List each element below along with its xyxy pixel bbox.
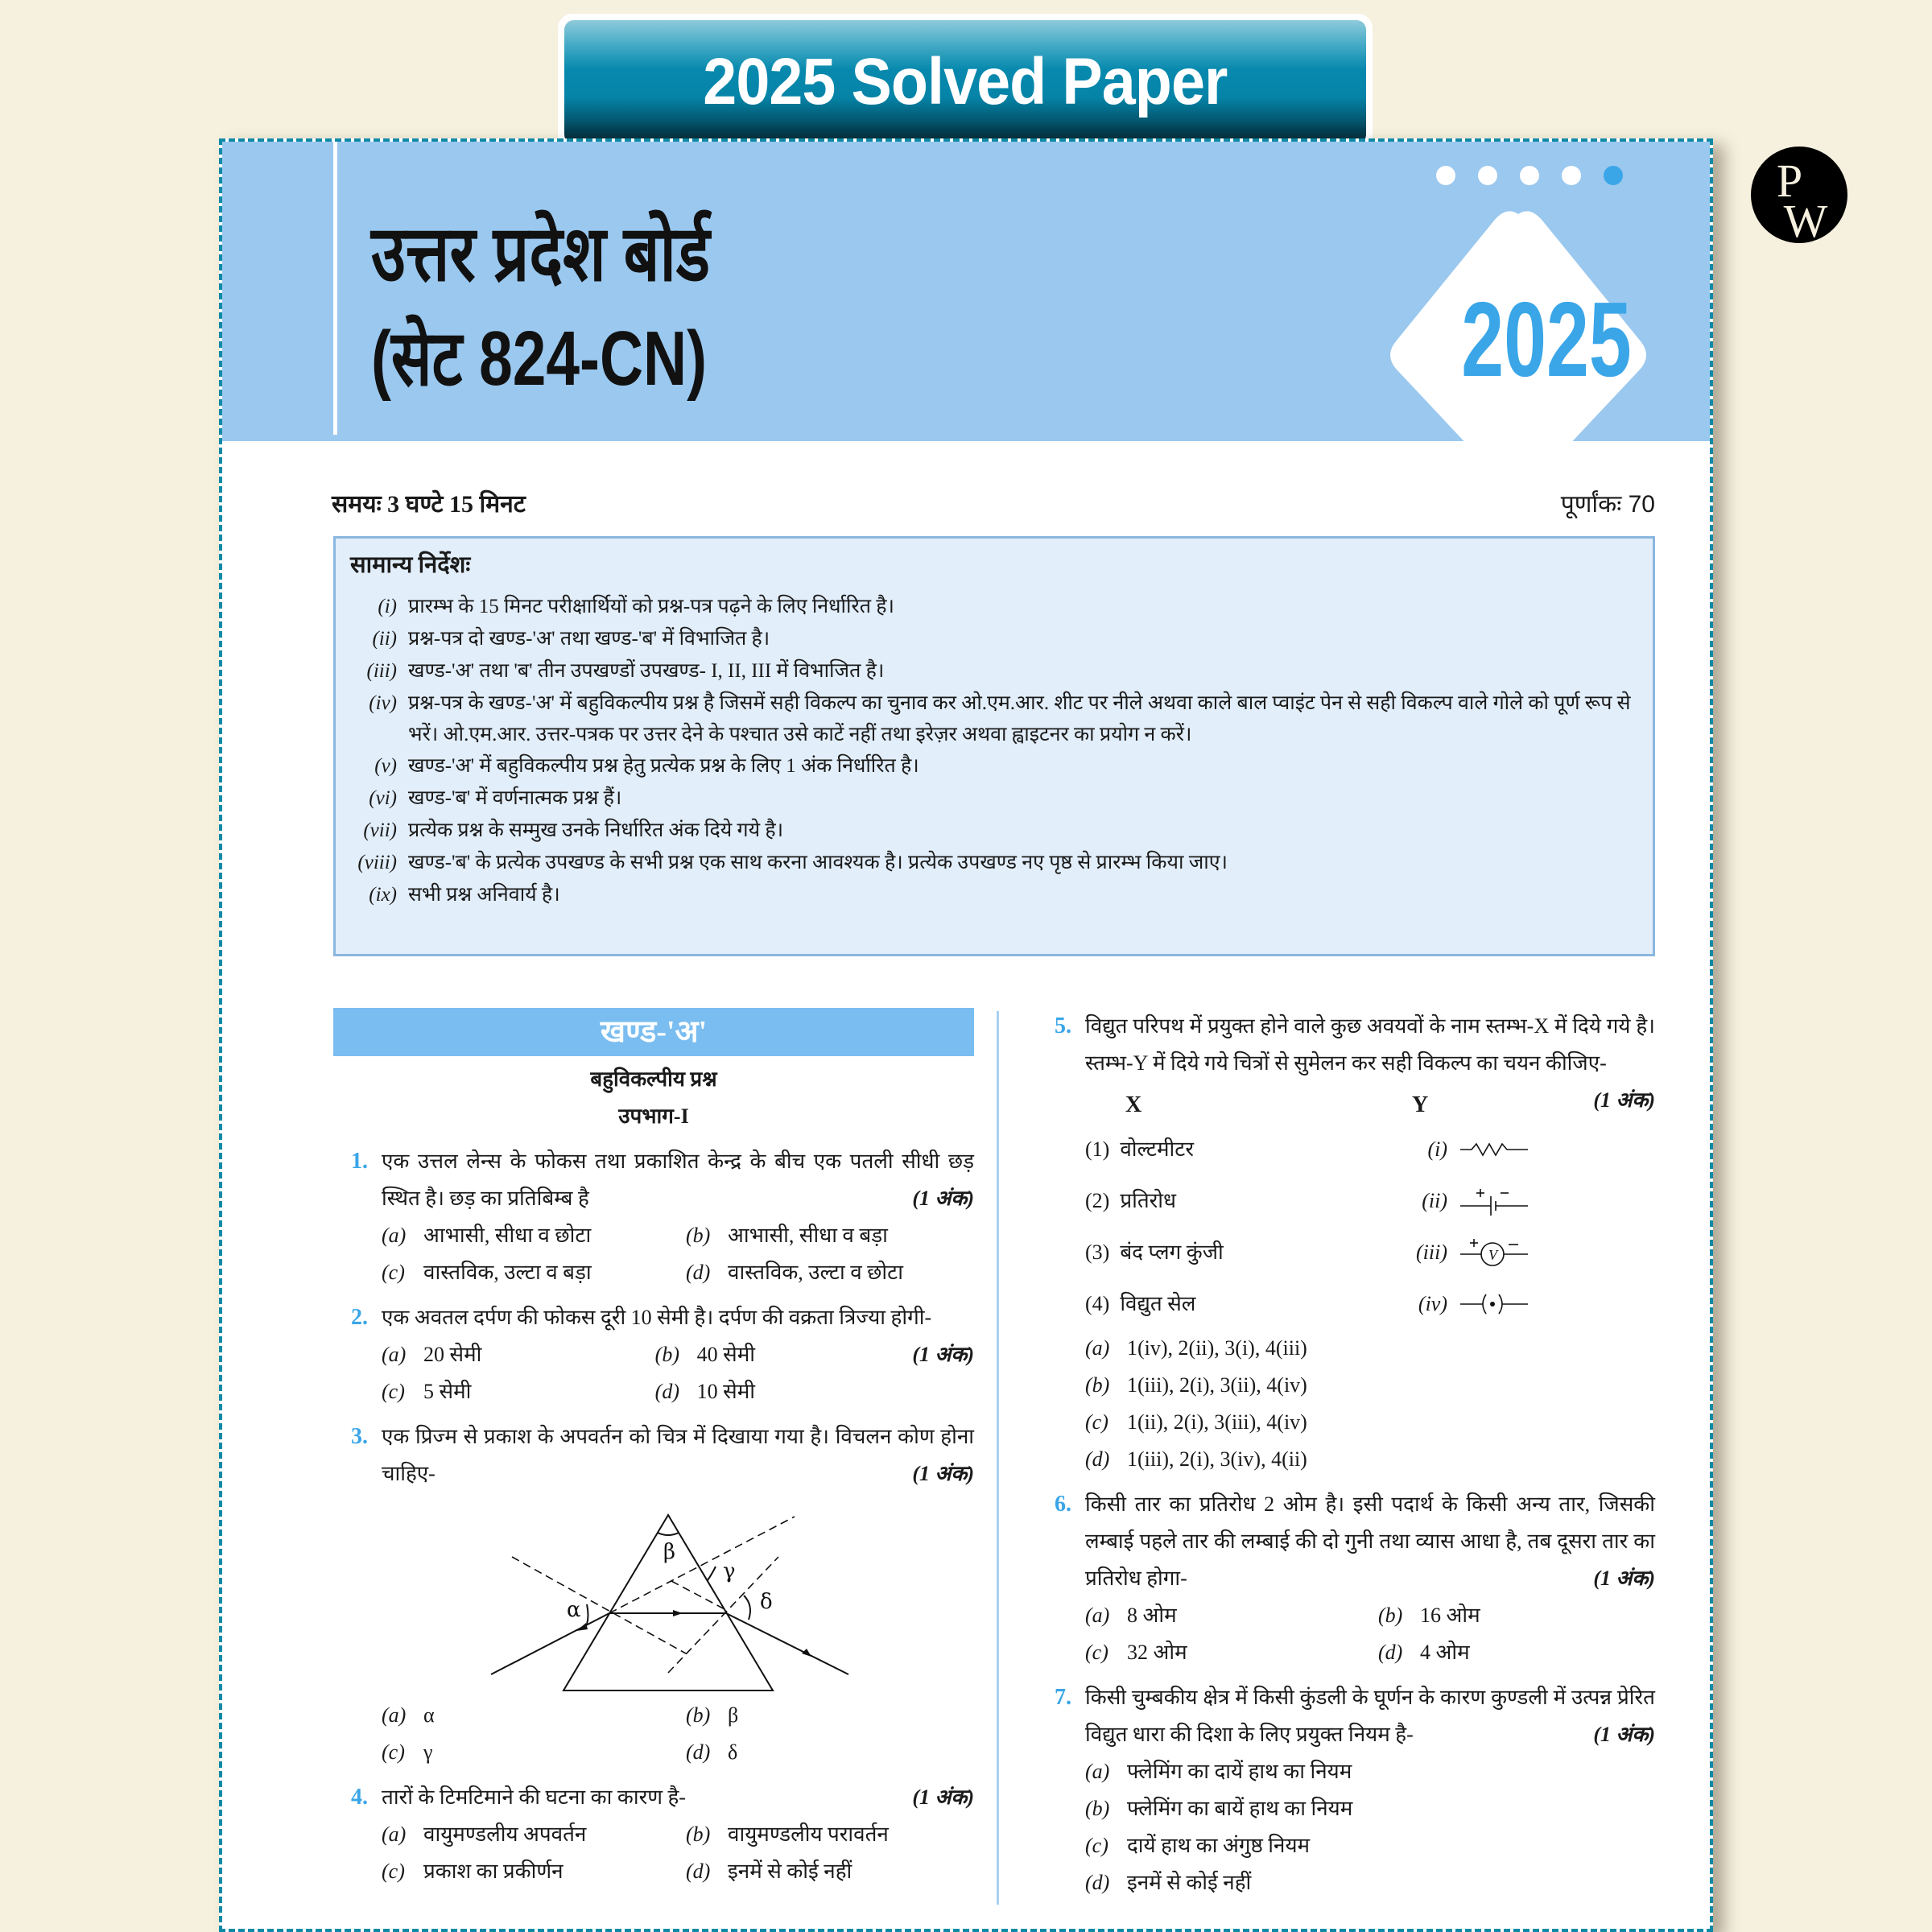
option-label: (b) <box>1085 1373 1110 1397</box>
option-label: (a) <box>382 1343 407 1366</box>
option-d[interactable] <box>1085 1864 1655 1901</box>
question-text: किसी तार का प्रतिरोध 2 ओम है। इसी पदार्थ के किसी अन्य तार, जिसकी लम्बाई पहले तार की लम्बाई की दो गुनी तथा व्यास आधा है, तब दूसरा तार का प्रतिरोध होगा- <box>1085 1492 1655 1590</box>
option-a[interactable] <box>382 1336 639 1373</box>
prism-refraction-diagram <box>470 1501 873 1694</box>
svg-text:γ: γ <box>723 1559 736 1583</box>
question-text: विद्युत परिपथ में प्रयुक्त होने वाले कुछ अवयवों के नाम स्तम्भ-X में दिये गये है। स्तम्भ-Y में दिये गये चित्रों से सुमेलन कर सही विकल्प का चयन कीजिए- <box>1085 1014 1655 1075</box>
question-number: 3. <box>351 1424 368 1449</box>
section-a-bar: खण्ड-'अ' <box>333 1008 974 1056</box>
options <box>382 1816 974 1890</box>
option-d[interactable] <box>686 1254 974 1291</box>
pager-dot <box>1436 166 1455 185</box>
instruction-num: (ii) <box>372 628 397 650</box>
option-a[interactable] <box>1085 1597 1362 1634</box>
instruction-num: (i) <box>378 596 397 617</box>
pw-logo-icon <box>1743 138 1856 251</box>
match-y-label: (iv) <box>1418 1292 1447 1315</box>
question-3 <box>333 1418 974 1771</box>
instruction-text: खण्ड-'अ' में बहुविकल्पीय प्रश्न हेतु प्रत्येक प्रश्न के लिए 1 अंक निर्धारित है। <box>408 755 919 777</box>
option-text: 1(iii), 2(i), 3(iv), 4(ii) <box>1127 1447 1307 1471</box>
instruction-num: (ix) <box>369 884 397 906</box>
option-label: (d) <box>686 1740 711 1764</box>
question-marks: (1 अंक) <box>912 1343 974 1366</box>
instruction-item <box>350 591 1638 623</box>
question-marks: (1 अंक) <box>912 1462 974 1485</box>
match-row <box>1085 1278 1655 1330</box>
option-label: (a) <box>1085 1604 1110 1627</box>
option-text: फ्लेमिंग का बायें हाथ का नियम <box>1127 1797 1353 1820</box>
question-number: 4. <box>351 1785 368 1810</box>
banner-title: 2025 Solved Paper <box>703 45 1228 118</box>
match-x-text: विद्युत सेल <box>1120 1292 1196 1315</box>
question-1 <box>333 1143 974 1291</box>
option-text: δ <box>728 1740 738 1764</box>
option-label: (a) <box>1085 1760 1110 1783</box>
option-c[interactable] <box>1085 1404 1655 1441</box>
option-c[interactable] <box>1085 1634 1362 1671</box>
option-text: 5 सेमी <box>423 1380 472 1403</box>
option-d[interactable] <box>686 1853 974 1890</box>
pager-dot <box>1478 166 1497 185</box>
pager-dot <box>1520 166 1539 185</box>
left-column <box>333 1008 974 1890</box>
svg-text:V: V <box>1488 1247 1497 1263</box>
match-x-label: (4) <box>1085 1292 1110 1315</box>
column-x-header: X <box>1125 1092 1142 1117</box>
match-y-label: (i) <box>1427 1137 1447 1161</box>
right-column <box>1037 1008 1655 1901</box>
option-text: आभासी, सीधा व बड़ा <box>728 1224 888 1247</box>
option-label: (a) <box>382 1823 407 1846</box>
instruction-num: (viii) <box>357 852 397 873</box>
instruction-text: खण्ड-'अ' तथा 'ब' तीन उपखण्डों उपखण्ड- I, II, III में विभाजित है। <box>408 660 885 682</box>
option-label: (b) <box>686 1823 711 1846</box>
question-marks: (1 अंक) <box>1593 1567 1655 1590</box>
option-d[interactable] <box>1378 1634 1655 1671</box>
option-c[interactable] <box>382 1853 670 1890</box>
option-b[interactable] <box>686 1816 974 1853</box>
option-c[interactable] <box>382 1734 670 1771</box>
question-marks: (1 अंक) <box>1593 1723 1655 1746</box>
options <box>1085 1330 1655 1478</box>
instruction-text: प्रत्येक प्रश्न के सम्मुख उनके निर्धारित अंक दिये गये है। <box>408 819 784 841</box>
question-text: एक उत्तल लेन्स के फोकस तथा प्रकाशित केन्द्र के बीच एक पतली सीधी छड़ स्थित है। छड़ का प्रतिबिम्ब है <box>382 1150 974 1210</box>
option-text: 16 ओम <box>1420 1604 1480 1627</box>
question-number: 2. <box>351 1305 368 1330</box>
question-marks: (1 अंक) <box>912 1785 974 1809</box>
svg-text:δ: δ <box>760 1590 773 1614</box>
instruction-item <box>350 847 1638 879</box>
instruction-item <box>350 623 1638 655</box>
paper-page <box>219 138 1713 1932</box>
match-row <box>1085 1175 1655 1227</box>
match-x-label: (3) <box>1085 1241 1110 1264</box>
svg-text:α: α <box>567 1598 581 1622</box>
instruction-text: प्रश्न-पत्र के खण्ड-'अ' में बहुविकल्पीय प्रश्न है जिसमें सही विकल्प का चुनाव कर ओ.एम.आर. शीट पर नीले अथवा काले बाल प्वाइंट पेन से सही विकल्प वाले गोले को पूर्ण रूप से भरें। ओ.एम.आर. उत्तर-पत्रक पर उत्तर देने के पश्चात उसे काटें नहीं तथा इरेज़र अथवा ह्वाइटनर का प्रयोग न करें। <box>408 692 1631 745</box>
instruction-text: खण्ड-'ब' के प्रत्येक उपखण्ड के सभी प्रश्न एक साथ करना आवश्यक है। प्रत्येक उपखण्ड नए पृष्ठ से प्रारम्भ किया जाए। <box>408 852 1228 873</box>
option-text: वास्तविक, उल्टा व बड़ा <box>423 1261 592 1284</box>
svg-text:β: β <box>663 1540 676 1564</box>
question-text: एक प्रिज्म से प्रकाश के अपवर्तन को चित्र में दिखाया गया है। विचलन कोण होना चाहिए- <box>382 1425 974 1485</box>
option-text: वास्तविक, उल्टा व छोटा <box>728 1261 903 1284</box>
option-c[interactable] <box>382 1254 670 1291</box>
option-b[interactable] <box>655 1336 913 1373</box>
question-number: 5. <box>1055 1013 1071 1038</box>
option-b[interactable] <box>1085 1790 1655 1827</box>
match-row <box>1085 1124 1655 1175</box>
options <box>1085 1597 1655 1671</box>
svg-text:P: P <box>1776 155 1803 207</box>
option-a[interactable] <box>1085 1753 1655 1790</box>
section-subtitle: बहुविकल्पीय प्रश्न <box>590 1067 717 1091</box>
option-label: (b) <box>686 1224 711 1247</box>
option-b[interactable] <box>1085 1367 1655 1404</box>
instruction-item <box>350 750 1638 782</box>
svg-text:W: W <box>1783 195 1828 247</box>
instructions-heading: सामान्य निर्देशः <box>350 552 471 578</box>
match-x-text: प्रतिरोध <box>1120 1189 1177 1212</box>
option-label: (c) <box>1085 1410 1108 1434</box>
option-text: 10 सेमी <box>696 1380 756 1403</box>
pager-dots <box>1436 166 1623 185</box>
instruction-num: (iv) <box>369 692 397 714</box>
instruction-item <box>350 782 1638 815</box>
option-text: γ <box>423 1740 433 1764</box>
board-title: उत्तर प्रदेश बोर्ड <box>371 211 711 297</box>
solved-paper-banner <box>558 14 1373 151</box>
option-text: दायें हाथ का अंगुष्ठ नियम <box>1127 1834 1311 1857</box>
header-band <box>222 142 1710 441</box>
option-d[interactable] <box>1085 1441 1655 1478</box>
option-label: (b) <box>1378 1604 1403 1627</box>
instruction-item <box>350 655 1638 687</box>
option-label: (c) <box>1085 1641 1108 1664</box>
option-b[interactable] <box>686 1697 974 1734</box>
options <box>382 1697 974 1771</box>
match-x-label: (2) <box>1085 1189 1110 1212</box>
question-text: तारों के टिमटिमाने की घटना का कारण है- <box>382 1785 686 1809</box>
option-text: 1(iv), 2(ii), 3(i), 4(iii) <box>1127 1336 1307 1360</box>
option-label: (b) <box>654 1343 679 1366</box>
option-text: 8 ओम <box>1127 1604 1177 1627</box>
option-label: (c) <box>382 1261 405 1284</box>
section-part: उपभाग-I <box>618 1104 689 1128</box>
option-label: (d) <box>1085 1871 1110 1894</box>
question-number: 7. <box>1055 1685 1071 1710</box>
match-x-text: वोल्टमीटर <box>1120 1137 1194 1161</box>
instruction-text: सभी प्रश्न अनिवार्य है। <box>408 884 560 906</box>
question-number: 6. <box>1055 1492 1071 1517</box>
option-text: 32 ओम <box>1127 1641 1187 1664</box>
question-6 <box>1037 1486 1655 1671</box>
plug-key-symbol-icon <box>1459 1290 1531 1318</box>
option-label: (d) <box>686 1261 711 1284</box>
match-y-label: (iii) <box>1416 1241 1447 1264</box>
option-text: आभासी, सीधा व छोटा <box>423 1224 592 1247</box>
option-b[interactable] <box>1378 1597 1655 1634</box>
option-a[interactable] <box>382 1217 670 1254</box>
option-d[interactable] <box>686 1734 974 1771</box>
question-marks: (1 अंक) <box>1593 1088 1655 1112</box>
option-label: (d) <box>1378 1641 1403 1664</box>
option-label: (d) <box>654 1380 679 1403</box>
option-label: (a) <box>382 1703 407 1727</box>
match-row <box>1085 1227 1655 1278</box>
option-label: (c) <box>1085 1834 1108 1857</box>
question-number: 1. <box>351 1149 368 1174</box>
option-label: (b) <box>686 1703 711 1727</box>
option-a[interactable] <box>1085 1330 1655 1367</box>
option-text: वायुमण्डलीय अपवर्तन <box>423 1823 587 1846</box>
options <box>382 1336 912 1410</box>
instruction-item <box>350 815 1638 847</box>
instruction-num: (iii) <box>366 660 397 682</box>
question-text: किसी चुम्बकीय क्षेत्र में किसी कुंडली के घूर्णन के कारण कुण्डली में उत्पन्न प्रेरित विद्युत धारा की दिशा के लिए प्रयुक्त नियम है- <box>1085 1686 1655 1746</box>
option-label: (a) <box>1085 1336 1110 1360</box>
option-label: (d) <box>686 1860 711 1883</box>
option-text: फ्लेमिंग का दायें हाथ का नियम <box>1127 1760 1352 1783</box>
set-title: (सेट 824-CN) <box>371 316 708 402</box>
option-text: α <box>423 1703 435 1727</box>
cell-symbol-icon <box>1459 1185 1531 1217</box>
option-a[interactable] <box>382 1816 670 1853</box>
instruction-item <box>350 879 1638 911</box>
option-c[interactable] <box>382 1373 639 1410</box>
instruction-num: (vii) <box>363 819 397 841</box>
general-instructions <box>333 536 1655 956</box>
option-text: β <box>728 1703 739 1727</box>
question-2 <box>333 1299 974 1410</box>
option-label: (d) <box>1085 1447 1110 1471</box>
question-text: एक अवतल दर्पण की फोकस दूरी 10 सेमी है। दर्पण की वक्रता त्रिज्या होगी- <box>382 1306 932 1329</box>
option-c[interactable] <box>1085 1827 1655 1864</box>
instruction-num: (vi) <box>369 787 397 809</box>
option-text: 4 ओम <box>1420 1641 1470 1664</box>
question-7 <box>1037 1679 1655 1901</box>
exam-time: समयः 3 घण्टे 15 मिनट <box>332 491 526 518</box>
max-marks: पूर्णांकः 70 <box>1560 491 1655 518</box>
match-x-text: बंद प्लग कुंजी <box>1120 1241 1224 1264</box>
column-divider <box>997 1011 999 1905</box>
instruction-text: खण्ड-'ब' में वर्णनात्मक प्रश्न हैं। <box>408 787 622 809</box>
resistor-symbol-icon <box>1459 1137 1531 1162</box>
options <box>1085 1753 1655 1901</box>
option-text: 1(iii), 2(i), 3(ii), 4(iv) <box>1127 1373 1307 1397</box>
question-marks: (1 अंक) <box>912 1187 974 1210</box>
meta-row <box>332 486 1655 519</box>
instruction-text: प्रारम्भ के 15 मिनट परीक्षार्थियों को प्रश्न-पत्र पढ़ने के लिए निर्धारित है। <box>408 596 894 617</box>
option-label: (a) <box>382 1224 407 1247</box>
banner-panel <box>564 20 1366 144</box>
pager-dot-active <box>1604 166 1623 185</box>
options <box>382 1217 974 1291</box>
header-divider <box>333 142 337 435</box>
option-label: (c) <box>382 1740 405 1764</box>
question-5 <box>1037 1008 1655 1478</box>
option-text: प्रकाश का प्रकीर्णन <box>423 1860 564 1883</box>
option-label: (b) <box>1085 1797 1110 1820</box>
year-label: 2025 <box>1461 280 1632 398</box>
option-text: वायुमण्डलीय परावर्तन <box>728 1823 889 1846</box>
option-text: 20 सेमी <box>423 1343 482 1366</box>
match-y-label: (ii) <box>1422 1189 1447 1212</box>
option-text: इनमें से कोई नहीं <box>1127 1871 1252 1894</box>
match-header <box>1085 1087 1593 1124</box>
instruction-item <box>350 687 1638 750</box>
option-label: (c) <box>382 1380 405 1403</box>
option-d[interactable] <box>655 1373 913 1410</box>
option-text: इनमें से कोई नहीं <box>728 1860 852 1883</box>
question-4 <box>333 1779 974 1890</box>
option-b[interactable] <box>686 1217 974 1254</box>
pager-dot <box>1562 166 1581 185</box>
option-text: 40 सेमी <box>696 1343 756 1366</box>
option-text: 1(ii), 2(i), 3(iii), 4(iv) <box>1127 1410 1307 1434</box>
option-label: (c) <box>382 1860 405 1883</box>
instruction-num: (v) <box>374 755 397 777</box>
voltmeter-symbol-icon <box>1459 1235 1531 1270</box>
match-x-label: (1) <box>1085 1137 1110 1161</box>
column-y-header: Y <box>1412 1092 1429 1117</box>
option-a[interactable] <box>382 1697 670 1734</box>
instruction-text: प्रश्न-पत्र दो खण्ड-'अ' तथा खण्ड-'ब' में विभाजित है। <box>408 628 770 650</box>
